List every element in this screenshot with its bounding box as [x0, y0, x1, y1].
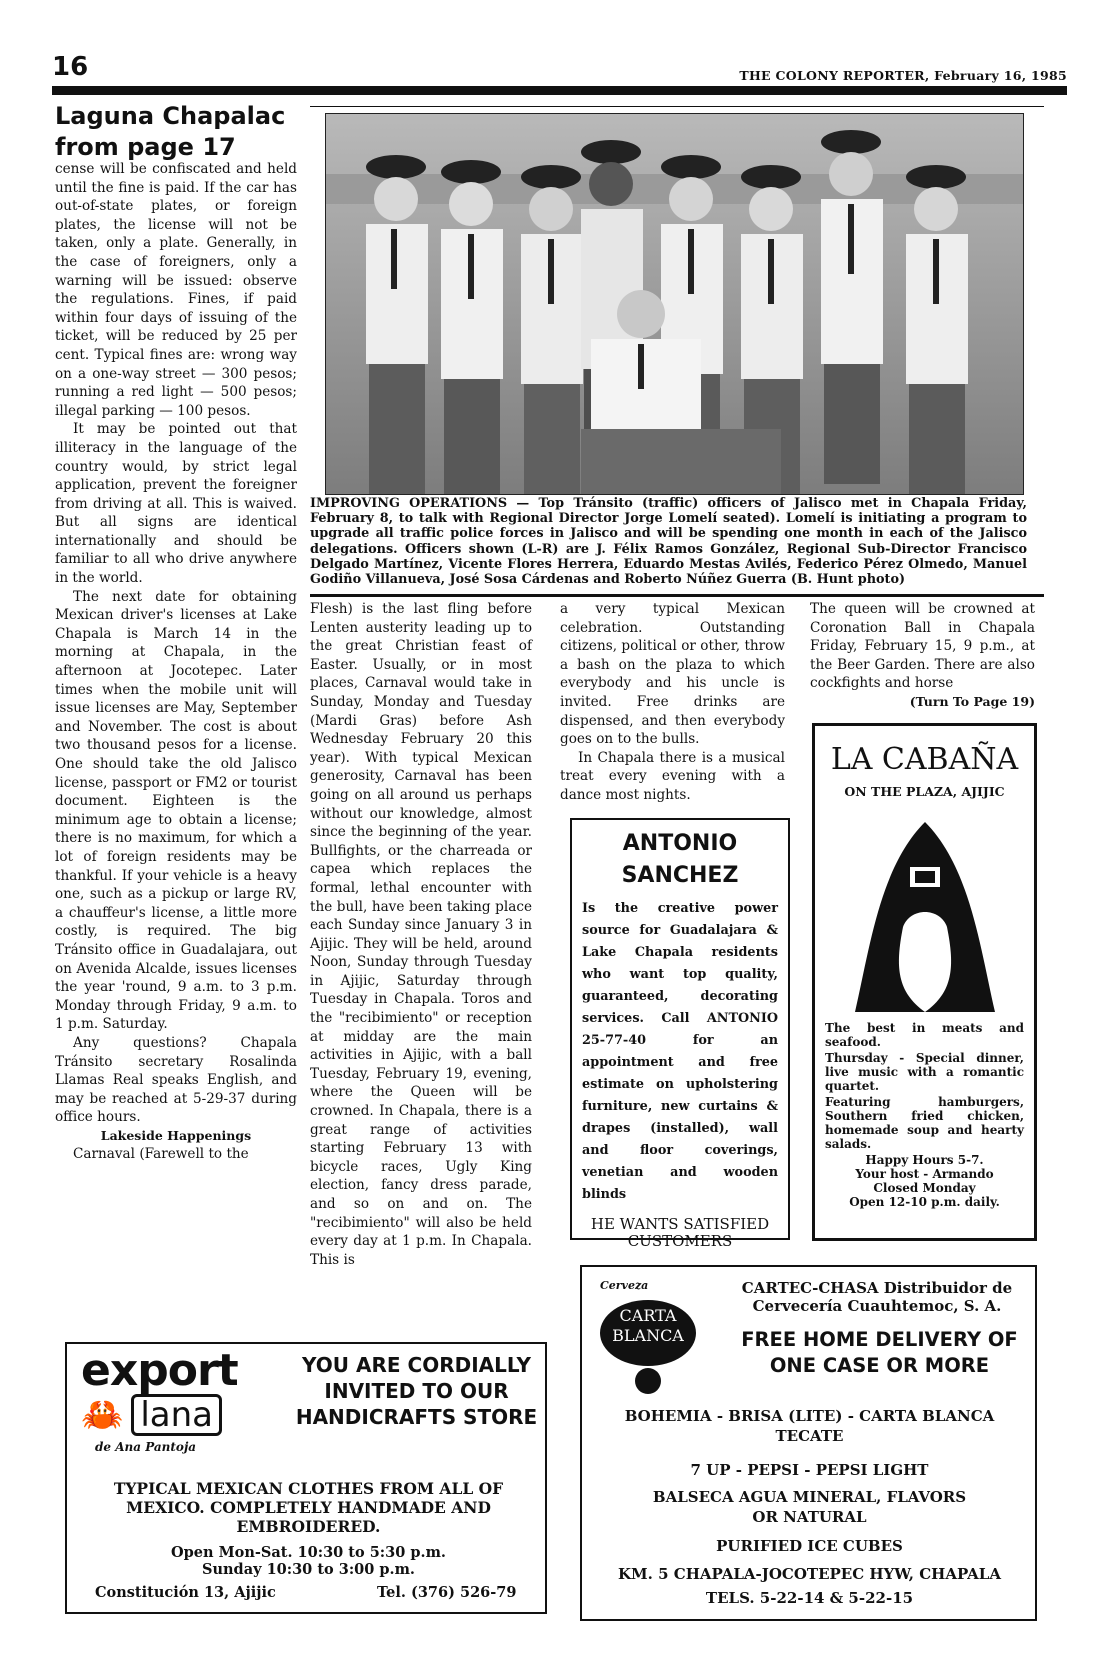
headline-line1: Laguna Chapalac — [55, 102, 286, 130]
article-paragraph: It may be pointed out that illiteracy in the language of the country would, by strict legal application, prevent the foreigner from driving at all. This is waived. But all signs are identical internationally and should be familiar to all who drive anywhere in the world. — [55, 421, 297, 587]
logo-cerveza: Cerveza — [600, 1279, 649, 1292]
ad-carta-brands4: BALSECA AGUA MINERAL, FLAVORS — [652, 1488, 967, 1506]
ad-carta-dist1: CARTEC-CHASA Distribuidor de — [741, 1279, 1013, 1297]
crab-icon: 🦀 — [81, 1395, 124, 1435]
ad-cabana-name: LA CABAÑA — [830, 742, 1019, 777]
article-paragraph: a very typical Mexican celebration. Outstanding citizens, political or other, throw a bash on the plaza to which everybody and his uncle is invited. Free drinks are dispensed, and then everybody goes on to the bulls. — [560, 601, 785, 748]
ad-export-phone: Tel. (376) 526-79 — [377, 1584, 517, 1601]
article-headline — [55, 101, 305, 163]
carta-blanca-logo — [600, 1279, 720, 1399]
ad-antonio-sanchez — [570, 818, 790, 1250]
ad-export-body: TYPICAL MEXICAN CLOTHES FROM ALL OF MEXICO. COMPLETELY HANDMADE AND EMBROIDERED. — [113, 1479, 504, 1536]
ad-la-cabana — [812, 723, 1037, 1241]
ad-carta-address: KM. 5 CHAPALA-JOCOTEPEC HYW, CHAPALA — [618, 1565, 1001, 1583]
ad-export-hours1: Open Mon-Sat. 10:30 to 5:30 p.m. — [171, 1544, 446, 1561]
ad-cabana-line5: Your host - Armando — [855, 1167, 994, 1181]
article-paragraph: cense will be confiscated and held until the fine is paid. If the car has out-of-state plates, or foreign plates, the license will not be taken, only a plate. Generally, in the case of foreigners, only a warning will be issued: observe the regulations. Fines, if paid within four days of issuing of the ticket, will be reduced by 25 per cent. Typical fines are: wrong way on a one-way street — 300 pesos; running a red light — 500 pesos; illegal parking — 100 pesos. — [55, 161, 297, 419]
ad-sanchez-name1: ANTONIO — [622, 831, 738, 856]
ad-carta-phones: TELS. 5-22-14 & 5-22-15 — [705, 1589, 914, 1607]
article-paragraph: In Chapala there is a musical treat every evening with a dance most nights. — [560, 749, 785, 803]
export-lana-logo — [81, 1345, 291, 1458]
page-number: 16 — [52, 52, 89, 82]
ad-carta-dist2: Cervecería Cuauhtemoc, S. A. — [752, 1297, 1002, 1315]
logo-medal-icon — [635, 1368, 661, 1394]
article-column-3 — [560, 600, 785, 805]
ad-cabana-line3: Featuring hamburgers, Southern fried chicken, homemade soup and hearty salads. — [825, 1095, 1024, 1151]
ad-cabana-line2: Thursday - Special dinner, live music with a romantic quartet. — [825, 1051, 1024, 1093]
ad-export-invite: YOU ARE CORDIALLY INVITED TO OUR HANDICRAFTS STORE — [295, 1353, 538, 1429]
article-column-2 — [310, 600, 532, 1269]
ad-cabana-line4: Happy Hours 5-7. — [865, 1153, 984, 1167]
subhead: Lakeside Happenings — [100, 1127, 252, 1143]
ad-carta-brands2: TECATE — [775, 1427, 844, 1445]
headline-line2: from page 17 — [55, 133, 236, 161]
thin-rule — [310, 106, 1044, 107]
ad-export-hours2: Sunday 10:30 to 3:00 p.m. — [202, 1561, 415, 1578]
ad-cabana-line7: Open 12-10 p.m. daily. — [849, 1195, 1000, 1209]
photo-caption: IMPROVING OPERATIONS — Top Tránsito (traffic) officers of Jalisco met in Chapala Friday, February 8, to talk with Regional Director Jorge Lomelí seated). Lomelí is initiating a program to upgrade all traffic police forces in Jalisco and will be spending one month in each of the Jalisco delegations. Officers shown (L-R) are J. Félix Ramos González, Regional Sub-Director Francisco Delgado Martínez, Vicente Flores Herrera, Eduardo Mestas Avilés, Federico Pérez Olmedo, Manuel Godiño Villanueva, José Sosa Cárdenas and Roberto Núñez Guerra (B. Hunt photo) — [310, 496, 1027, 588]
article-paragraph: Carnaval (Farewell to the — [73, 1146, 249, 1163]
ad-carta-brands5: OR NATURAL — [752, 1508, 867, 1526]
ad-cabana-line1: The best in meats and seafood. — [825, 1021, 1024, 1049]
logo-blanca: BLANCA — [612, 1326, 684, 1345]
logo-word-lana: lana — [131, 1394, 222, 1436]
header-rule — [52, 86, 1067, 95]
ad-cabana-location: ON THE PLAZA, AJIJIC — [844, 784, 1005, 799]
article-paragraph: The next date for obtaining Mexican driver's licenses at Lake Chapala is March 14 in the morning at Chapala, in the afternoon at Jocotepec. Later times when the mobile unit will issue licenses are May, September and November. The cost is about two thousand pesos for a license. One should take the old Jalisco license, passport or FM2 or tourist document. Eighteen is the minimum age to obtain a license; there is no maximum, for which a lot of foreign residents may be thankful. If your vehicle is a heavy one, such as a pickup or large RV, a chauffeur's license, a little more costly, is required. The big Tránsito office in Guadalajara, out on Avenida Alcalde, issues licenses the year 'round, 9 a.m. to 3 p.m. Monday through Friday, 9 a.m. to 1 p.m. Saturday. — [55, 588, 297, 1033]
dateline: THE COLONY REPORTER, February 16, 1985 — [739, 68, 1067, 83]
logo-carta: CARTA — [619, 1306, 677, 1325]
officers-photo-image — [326, 114, 1023, 494]
ad-export-lana — [65, 1342, 547, 1614]
caption-rule — [310, 594, 1044, 597]
ad-sanchez-name2: SANCHEZ — [621, 863, 739, 888]
ad-sanchez-body: Is the creative power source for Guadalajara & Lake Chapala residents who want top quality, guaranteed, decorating services. Call ANTONIO 25-77-40 for an appointment and free estimate on upholstering furniture, new curtains & drapes (installed), wall and floor coverings, venetian and wooden blinds — [582, 901, 778, 1202]
cabana-hut-icon — [825, 807, 1025, 1017]
ad-carta-brands1: BOHEMIA - BRISA (LITE) - CARTA BLANCA — [624, 1407, 995, 1425]
officers-photo — [325, 113, 1024, 495]
ad-carta-brands6: PURIFIED ICE CUBES — [716, 1537, 903, 1555]
ad-sanchez-tagline: HE WANTS SATISFIED CUSTOMERS — [590, 1215, 770, 1250]
article-column-4 — [810, 600, 1035, 712]
jump-line: (Turn To Page 19) — [909, 693, 1035, 709]
article-paragraph: Any questions? Chapala Tránsito secretary Rosalinda Llamas Real speaks English, and may be reached at 5-29-37 during office hours. — [55, 1034, 297, 1126]
ad-cabana-line6: Closed Monday — [873, 1181, 976, 1195]
ad-carta-delivery: FREE HOME DELIVERY OF ONE CASE OR MORE — [741, 1328, 1018, 1377]
ad-carta-blanca — [580, 1265, 1037, 1621]
logo-word-export: export — [81, 1345, 238, 1396]
article-paragraph: Flesh) is the last fling before Lenten austerity leading up to the great Christian feast of Easter. Usually, or in most places, Carnaval would take in Sunday, Monday and Tuesday (Mardi Gras) before Ash Wednesday February 20 this year). With typical Mexican generosity, Carnaval has been going on all around us perhaps without our knowledge, almost since the beginning of the year. Bullfights, or the charreada or capea which replaces the formal, lethal encounter with the bull, have been taking place each Sunday since January 3 in Ajijic. They will be held, around Noon, Sunday through Tuesday in Ajijic, Saturday through Tuesday in Chapala. Toros and the "recibimiento" or reception at midday are the main activities in Ajijic, with a ball Tuesday, February 19, evening, where the Queen will be crowned. In Chapala, there is a great range of activities starting February 13 with bicycle races, Ugly King election, fancy dress parade, and so on and on. The "recibimiento" will also be held every day at 1 p.m. In Chapala. This is — [310, 601, 532, 1268]
article-column-1 — [55, 160, 297, 1164]
logo-script: de Ana Pantoja — [95, 1440, 197, 1454]
ad-carta-brands3: 7 UP - PEPSI - PEPSI LIGHT — [690, 1461, 929, 1479]
ad-export-address: Constitución 13, Ajijic — [95, 1584, 276, 1601]
article-paragraph: The queen will be crowned at Coronation Ball in Chapala Friday, February 15, 9 p.m., at the Beer Garden. There are also cockfights and horse — [810, 601, 1035, 692]
